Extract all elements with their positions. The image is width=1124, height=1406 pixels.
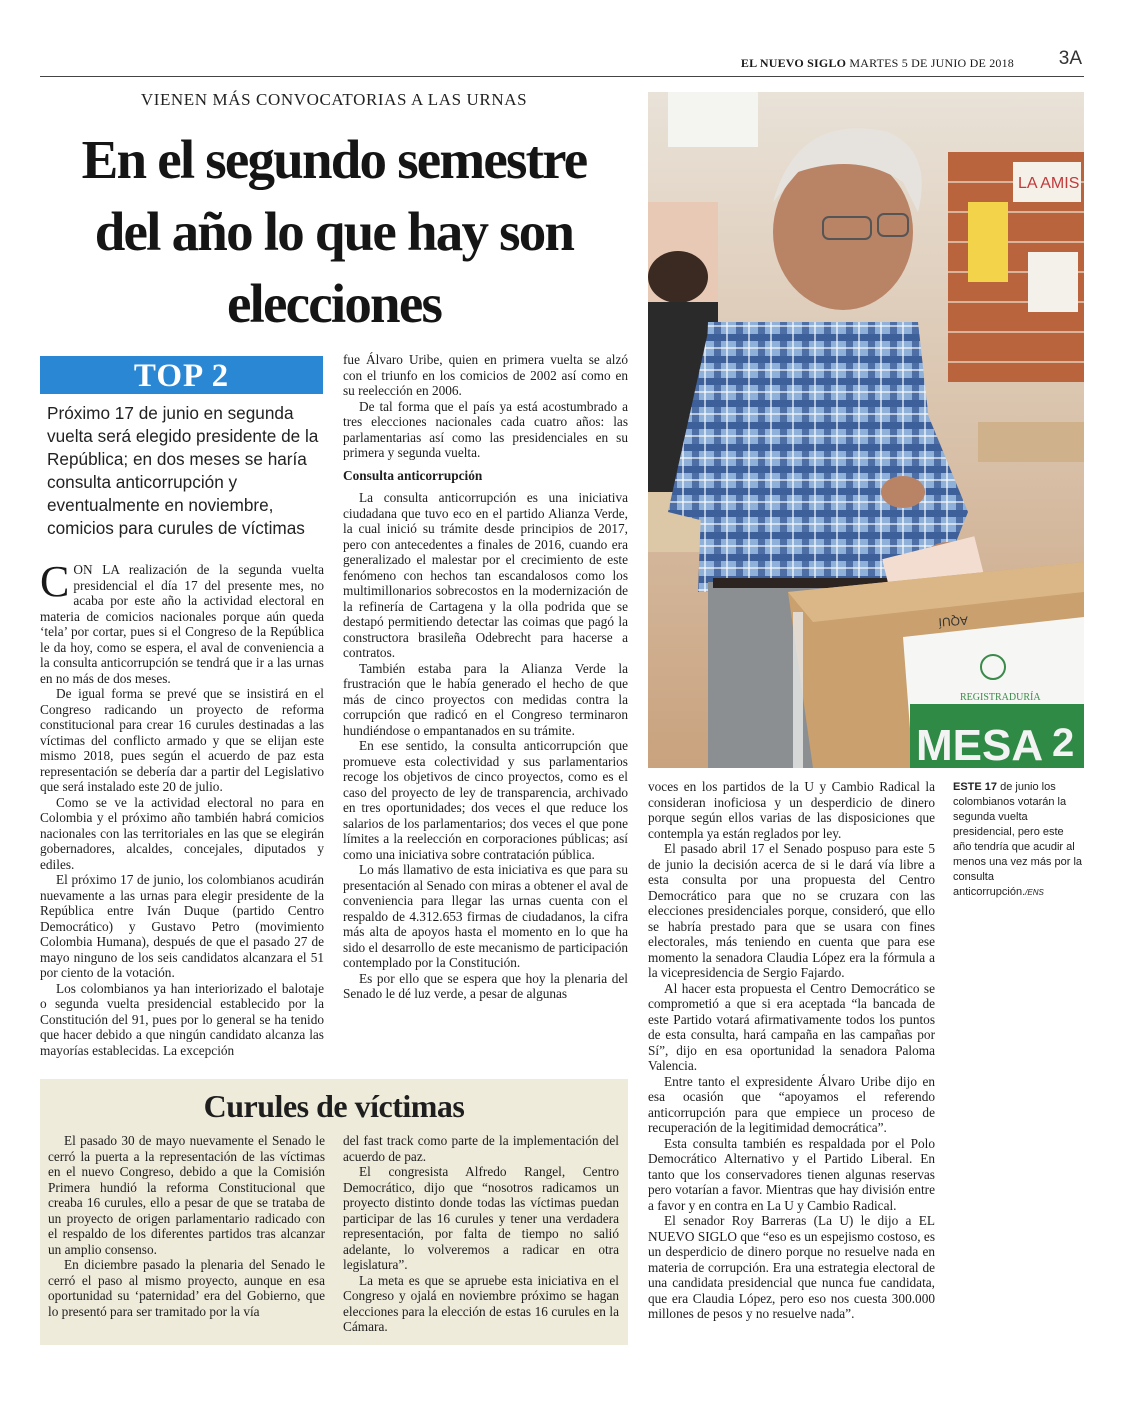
headline-line-1: En el segundo semestre [81, 129, 587, 190]
article-paragraph: voces en los partidos de la U y Cambio Radical la consideran inoficiosa y un desperdicio de dinero porque según ellos varias de las disposiciones que contempla ya están reglados por ley. [648, 779, 935, 841]
subhead: Consulta anticorrupción [343, 467, 483, 483]
article-paragraph: Los colombianos ya han interiorizado el balotaje o segunda vuelta presidencial establecido por la Constitución del 91, pues por lo general se ha tenido que hacer debido a que ningún candidato alcanza las mayorías establecidas. La excepción [40, 980, 324, 1058]
article-paragraph: Lo más llamativo de esta iniciativa es que para su presentación al Senado con miras a obtener el aval de conveniencia para llegar las urnas cuenta con el respaldo de 4.312.653 firmas de ciudadanos, la cifra más alta de apoyos hasta el momento en lo que ha sido el desarrollo de este mecanismo de participación contemplado por la Constitución. [343, 862, 628, 970]
page-number: 3A [1058, 48, 1082, 69]
article-column-2 [343, 352, 628, 1002]
article-paragraph: De igual forma se prevé que se insistirá en el Congreso radicando un proyecto de reforma constitucional para crear 16 curules destinadas a las víctimas del conflicto armado y que se elijan este mismo 2018, pues según el acuerdo de paz esta representación se debería dar a partir del Legislativo que será instalado este 20 de julio. [40, 686, 324, 794]
caption-lead: ESTE 17 [953, 781, 998, 793]
top2-deck: Próximo 17 de junio en segunda vuelta será elegido presidente de la República; en dos meses se haría consulta anticorrupción y eventualmente en noviembre, comicios para curules de víctimas [47, 403, 319, 538]
sidebar-column-1 [48, 1133, 325, 1319]
registraduria-label: REGISTRADURÍA [960, 692, 1041, 703]
headline [40, 124, 628, 340]
headline-line-3: elecciones [226, 273, 442, 334]
article-paragraph: Es por ello que se espera que hoy la plenaria del Senado le dé luz verde, a pesar de algunas [343, 970, 628, 1001]
article-paragraph: Al hacer esta propuesta el Centro Democrático se comprometió a que si era aceptada “la bancada de este Partido votará afirmativamente todos los puntos de esta consulta, hará campaña en las campañas por Sí”, dijo en esa oportunidad la senadora Paloma Valencia. [648, 980, 935, 1073]
article-paragraph: Esta consulta también es respaldada por el Polo Democrático Alternativo y el Partido Liberal. En tanto que los conservadores tienen algunas reservas pero votarían a favor. Mientras que hay división entre a favor y en contra en La U y Cambio Radical. [648, 1135, 935, 1213]
sidebar-box-title: Curules de víctimas [203, 1088, 465, 1124]
mesa-number: 2 [1052, 721, 1075, 765]
article-paragraph: De tal forma que el país ya está acostumbrado a tres elecciones nacionales cada cuatro años: las parlamentarias así como las presidenciales en su primera y segunda vuelta. [343, 398, 628, 460]
article-paragraph: La consulta anticorrupción es una iniciativa ciudadana que tuvo eco en el partido Alianza Verde, la cual inició su trámite desde principios de 2017, pero con antecedentes a finales de 2016, cuando era generalizado el malestar por el crecimiento de este fenómeno con hechos tan escandalosos como los multimillonarios sobrecostos en la modernización de la refinería de Cartagena y la olla podrida que se destapó permitiendo detectar las coimas que pagó la constructora brasileña Odebrecht para hacerse a contratos. [343, 490, 628, 660]
header-dateline [741, 56, 1014, 71]
headline-line-2: del año lo que hay son [94, 201, 574, 262]
article-column-1 [40, 557, 324, 1058]
box-side-text: AQUÍ [938, 613, 969, 630]
article-paragraph: También estaba para la Alianza Verde la frustración que le había generado el hecho de que más de cinco proyectos con medidas contra la corrupción que radicó en el Congreso terminaron hundiéndose o empantanados en su trámite. [343, 660, 628, 738]
paragraph-text: ON LA realización de la segunda vuelta presidencial el día 17 del presente mes, no acaba por este año la actividad electoral en materia de comicios nacionales porque aún queda ‘tela’ por cortar, pues si el Congreso de la República le da hoy, como se espera, el aval de conveniencia a la consulta anticorrupción se tendrá que ir a las urnas en no más de dos meses. [40, 562, 324, 686]
sidebar-paragraph: del fast track como parte de la implementación del acuerdo de paz. [343, 1133, 619, 1164]
page-header [40, 48, 1084, 77]
sidebar-paragraph: La meta es que se apruebe esta iniciativa en el Congreso y ojalá en noviembre próximo se hagan elecciones para la elección de estas 16 curules en la Cámara. [343, 1272, 619, 1334]
sidebar-column-2 [343, 1133, 619, 1335]
caption-text: de junio los colombianos votarán la segunda vuelta presidencial, pero este año tendría que acudir al menos una vez más por la consulta anticorrupción. [953, 781, 1083, 898]
wall-sign-text: LA AMIS [1018, 175, 1080, 192]
article-paragraph [40, 557, 324, 686]
article-column-3 [648, 779, 935, 1322]
article-paragraph: El pasado abril 17 el Senado pospuso para este 5 de junio la decisión acerca de si le dará vía libre a esta consulta por una propuesta del Centro Democrático para que no se cruzara con las elecciones presidenciales porque, consideró, que ello se habría prestado para que se usara con fines electorales, más teniendo en cuenta que para ese momento la senadora Claudia López era la fórmula a la vicepresidencia de Sergio Fajardo. [648, 841, 935, 980]
voter-photo-illustration [648, 92, 1084, 768]
news-photo [648, 92, 1084, 768]
sidebar-paragraph: El pasado 30 de mayo nuevamente el Senado le cerró la puerta a la representación de las víctimas en el nuevo Congreso, debido a que la Comisión Primera hundió la reforma Constitucional que creaba 16 curules, ello a pesar de que se trataba de un proyecto de origen parlamentario radicado con el respaldo de los diferentes partidos tras alcanzar un amplio consenso. [48, 1133, 325, 1257]
sidebar-paragraph: El congresista Alfredo Rangel, Centro Democrático, dijo que “nosotros radicamos un proyecto distinto donde todas las víctimas puedan participar de las 16 curules y tener una verdadera representación, por falta de tiempo no salió adelante, lo volveremos a radicar en otra legislatura”. [343, 1164, 619, 1272]
article-paragraph: fue Álvaro Uribe, quien en primera vuelta se alzó con el triunfo en los comicios de 2002 así como en su reelección en 2006. [343, 352, 628, 398]
mesa-sign: MESA [916, 721, 1044, 768]
article-paragraph: Entre tanto el expresidente Álvaro Uribe dijo en esa ocasión que “apoyamos el referendo anticorrupción para que empiece un proceso de recuperación de la legitimidad democrática”. [648, 1073, 935, 1135]
issue-date: MARTES 5 DE JUNIO DE 2018 [849, 56, 1014, 70]
newspaper-name: EL NUEVO SIGLO [740, 56, 847, 70]
photo-caption [953, 780, 1083, 900]
article-paragraph: El senador Roy Barreras (La U) le dijo a EL NUEVO SIGLO que “eso es un espejismo costoso, es un desperdicio de dinero porque no resuelve nada en materia de corrupción. Era una estrategia electoral de una candidata presidencial que nunca fue candidata, que era Claudia López, pero eso nos cuesta 300.000 millones de pesos y no resuelve nada”. [648, 1213, 935, 1321]
top2-banner: TOP 2 [40, 356, 323, 394]
article-paragraph: En ese sentido, la consulta anticorrupción que promueve esta colectividad y sus parlamentarios recoge los objetivos de cinco proyectos, como es el caso del proyecto de ley de transparencia, archivado en tres oportunidades; dos veces el que reduce los salarios de los parlamentarios; dos veces el que pone límites a la reelección en corporaciones públicas; así como una iniciativa sobre contratación pública. [343, 738, 628, 862]
kicker: VIENEN MÁS CONVOCATORIAS A LAS URNAS [140, 90, 528, 109]
drop-cap: C [40, 557, 70, 606]
caption-credit: /ENS [1025, 888, 1044, 897]
article-paragraph: Como se ve la actividad electoral no para en Colombia y el próximo año también habrá comicios nacionales con las territoriales en las que se elegirán gobernadores, alcaldes, concejales, diputados y ediles. [40, 794, 324, 872]
article-paragraph: El próximo 17 de junio, los colombianos acudirán nuevamente a las urnas para elegir presidente de la República entre Iván Duque (partido Centro Democrático) y Gustavo Petro (movimiento Colombia Humana), después de que el pasado 27 de mayo ninguno de los seis candidatos alcanzara el 51 por ciento de la votación. [40, 872, 324, 980]
sidebar-paragraph: En diciembre pasado la plenaria del Senado le cerró el paso al mismo proyecto, aunque en esa oportunidad su ‘paternidad’ era del Gobierno, que lo presentó para ser tramitado por la vía [48, 1257, 325, 1319]
